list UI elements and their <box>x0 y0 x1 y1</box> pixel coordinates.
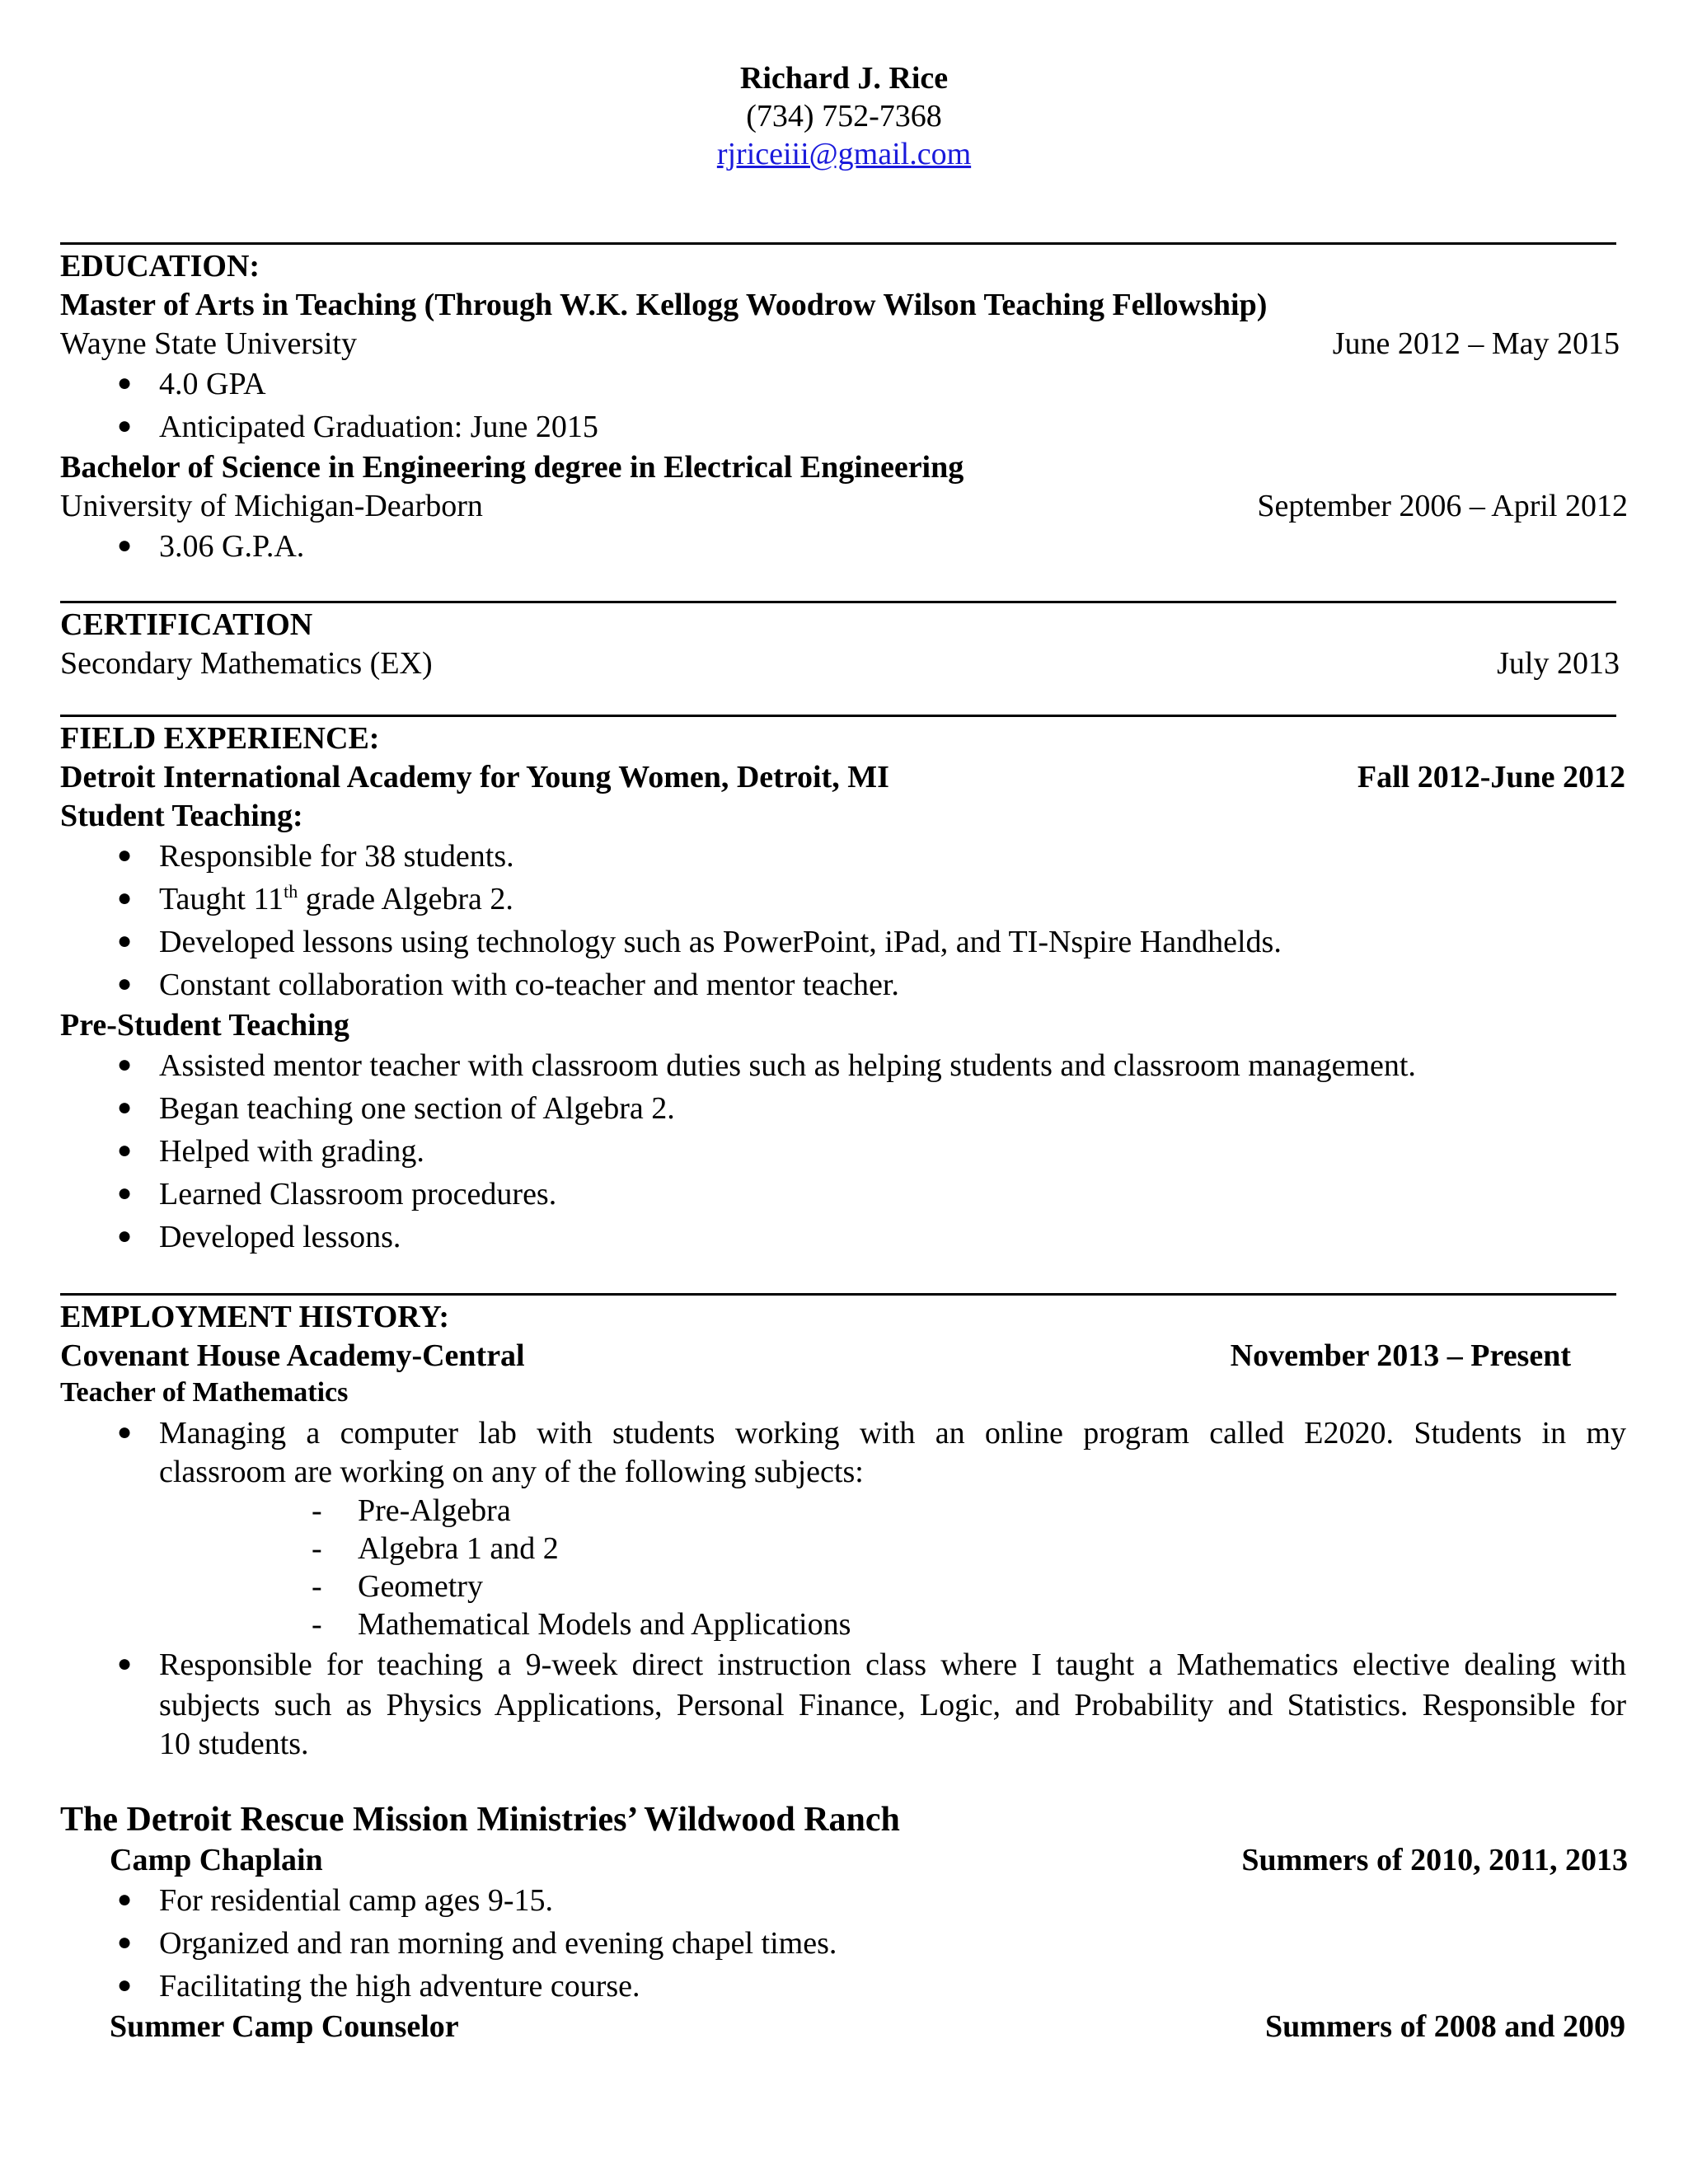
dash-icon: - <box>312 1607 322 1642</box>
bullet-icon: ● <box>117 1418 133 1446</box>
bullet-icon: ● <box>117 1137 133 1164</box>
list-item: 4.0 GPA <box>159 367 266 401</box>
list-item: Facilitating the high adventure course. <box>159 1969 640 2004</box>
list-item: Learned Classroom procedures. <box>159 1177 557 1212</box>
subject-item: Algebra 1 and 2 <box>358 1531 559 1566</box>
list-item: For residential camp ages 9-15. <box>159 1883 554 1918</box>
section-divider <box>60 242 1616 245</box>
applicant-name: Richard J. Rice <box>739 61 949 96</box>
bullet-icon: ● <box>117 1929 133 1956</box>
school-name: University of Michigan-Dearborn <box>60 489 483 523</box>
dash-icon: - <box>312 1493 322 1528</box>
list-item-line: Responsible for teaching a 9-week direct instruction class where I taught a Mathematics elective dealing with <box>159 1647 1626 1682</box>
bullet-icon: ● <box>117 1222 133 1249</box>
role-title: Camp Chaplain <box>110 1843 323 1877</box>
date-range: Summers of 2008 and 2009 <box>1264 2009 1625 2044</box>
field-experience-heading: FIELD EXPERIENCE: <box>60 721 380 756</box>
section-divider <box>60 715 1616 717</box>
list-item: Assisted mentor teacher with classroom duties such as helping students and classroom management. <box>159 1048 1416 1083</box>
bullet-icon: ● <box>117 884 133 912</box>
bullet-icon: ● <box>117 1051 133 1078</box>
degree-title: Bachelor of Science in Engineering degree in Electrical Engineering <box>60 450 964 485</box>
list-item-line: 10 students. <box>159 1727 309 1761</box>
date-range: Fall 2012-June 2012 <box>1357 760 1625 794</box>
dash-icon: - <box>312 1569 322 1604</box>
list-item: Anticipated Graduation: June 2015 <box>159 410 598 444</box>
section-divider <box>60 1293 1616 1296</box>
school-name: Wayne State University <box>60 326 357 361</box>
list-item: 3.06 G.P.A. <box>159 529 305 564</box>
subject-item: Mathematical Models and Applications <box>358 1607 851 1642</box>
list-item-line: classroom are working on any of the following subjects: <box>159 1455 864 1489</box>
list-item: Constant collaboration with co-teacher and mentor teacher. <box>159 968 899 1002</box>
certification-heading: CERTIFICATION <box>60 607 313 642</box>
certification-name: Secondary Mathematics (EX) <box>60 646 433 681</box>
section-divider <box>60 601 1616 603</box>
list-item: Organized and ran morning and evening chapel times. <box>159 1926 837 1961</box>
role-title: Teacher of Mathematics <box>60 1377 349 1408</box>
list-item: Taught 11th grade Algebra 2. <box>159 881 513 916</box>
date-range: September 2006 – April 2012 <box>1257 489 1628 523</box>
date-range: November 2013 – Present <box>1230 1338 1571 1373</box>
date-range: Summers of 2010, 2011, 2013 <box>1241 1843 1628 1877</box>
bullet-icon: ● <box>117 1179 133 1207</box>
employment-heading: EMPLOYMENT HISTORY: <box>60 1300 449 1334</box>
list-item: Developed lessons using technology such as PowerPoint, iPad, and TI-Nspire Handhelds. <box>159 925 1282 959</box>
education-heading: EDUCATION: <box>60 249 260 284</box>
bullet-icon: ● <box>117 412 133 439</box>
list-item-line: subjects such as Physics Applications, Personal Finance, Logic, and Probability and Statistics. Responsible for <box>159 1688 1626 1722</box>
field-organization: Detroit International Academy for Young Women, Detroit, MI <box>60 760 889 794</box>
bullet-icon: ● <box>117 1886 133 1913</box>
list-item: Began teaching one section of Algebra 2. <box>159 1091 675 1126</box>
bullet-icon: ● <box>117 369 133 396</box>
bullet-icon: ● <box>117 927 133 954</box>
date-range: June 2012 – May 2015 <box>1332 326 1620 361</box>
role-title: Summer Camp Counselor <box>110 2009 459 2044</box>
subject-item: Pre-Algebra <box>358 1493 511 1528</box>
phone-number: (734) 752-7368 <box>746 99 942 134</box>
bullet-icon: ● <box>117 1971 133 1999</box>
role-title: Student Teaching: <box>60 799 303 833</box>
list-item: Responsible for 38 students. <box>159 839 514 874</box>
bullet-icon: ● <box>117 1650 133 1677</box>
dash-icon: - <box>312 1531 322 1566</box>
bullet-icon: ● <box>117 532 133 559</box>
subject-item: Geometry <box>358 1569 483 1604</box>
list-item-line: Managing a computer lab with students working with an online program called E2020. Students in my <box>159 1416 1626 1451</box>
bullet-icon: ● <box>117 970 133 997</box>
employer-name: The Detroit Rescue Mission Ministries’ Wildwood Ranch <box>60 1801 900 1839</box>
certification-date: July 2013 <box>1497 646 1620 681</box>
role-title: Pre-Student Teaching <box>60 1008 349 1043</box>
list-item: Helped with grading. <box>159 1134 424 1169</box>
bullet-icon: ● <box>117 1094 133 1121</box>
degree-title: Master of Arts in Teaching (Through W.K. Kellogg Woodrow Wilson Teaching Fellowship) <box>60 288 1268 322</box>
list-item: Developed lessons. <box>159 1220 401 1254</box>
email-link[interactable]: rjriceiii@gmail.com <box>716 137 972 171</box>
bullet-icon: ● <box>117 841 133 869</box>
employer-name: Covenant House Academy-Central <box>60 1338 525 1373</box>
